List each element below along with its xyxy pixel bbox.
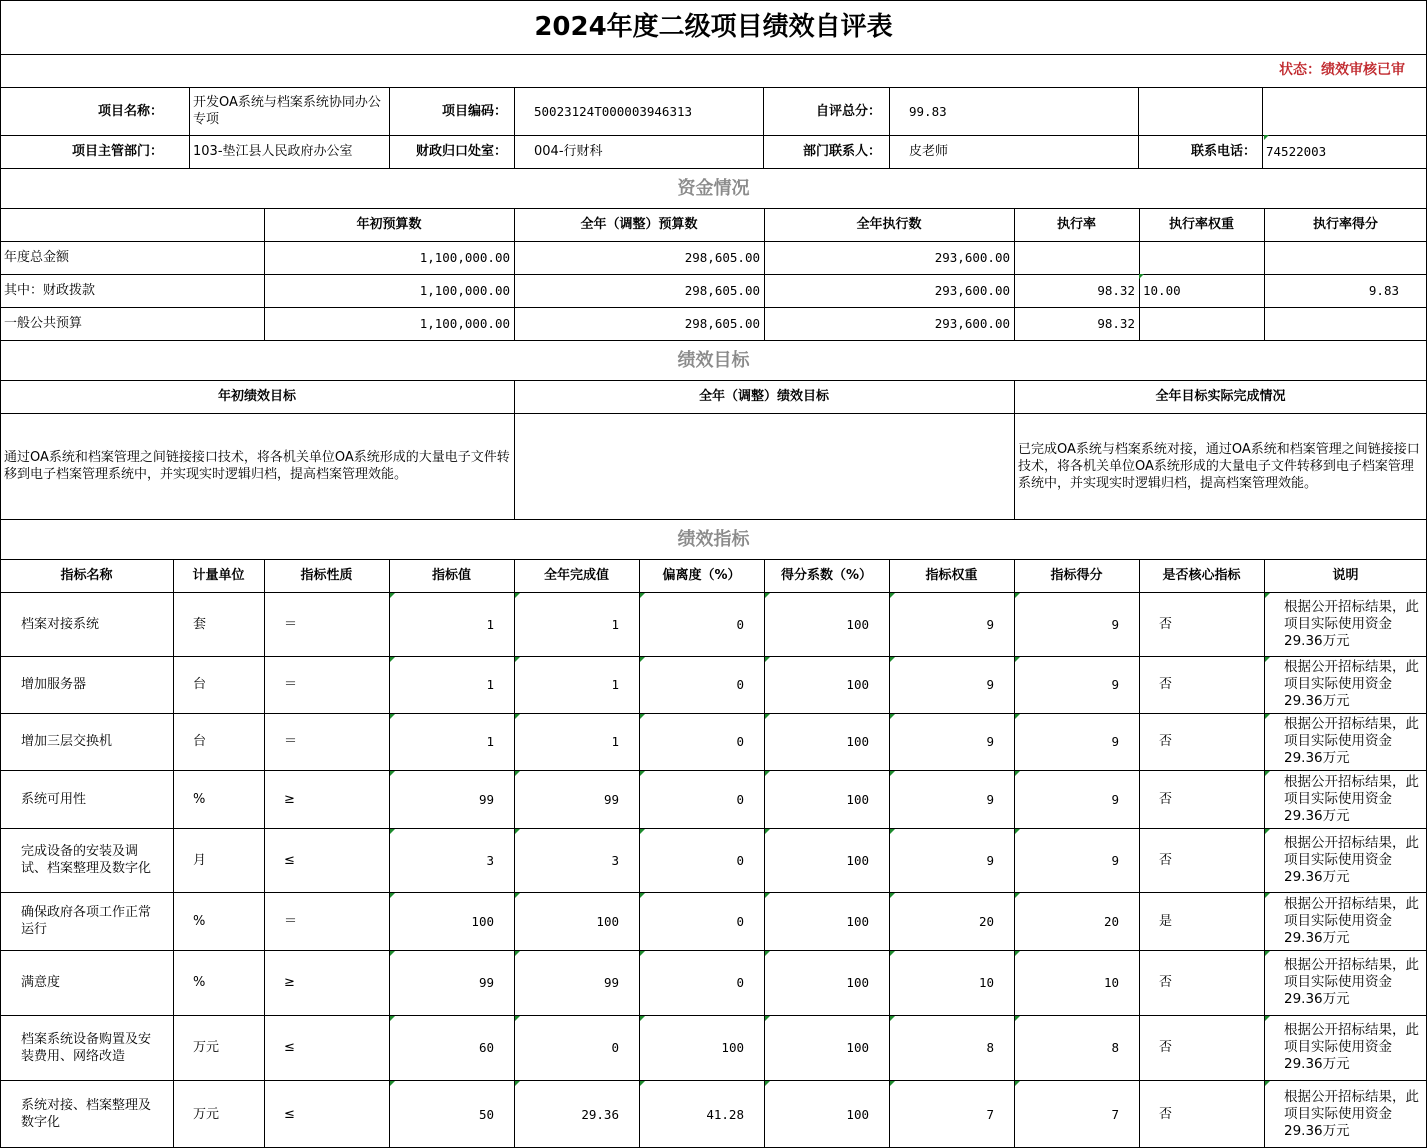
project-code-label: 项目编码： bbox=[441, 103, 507, 119]
indicator-cell-core: 否 bbox=[1159, 975, 1173, 990]
indicator-cell-coef: 100 bbox=[846, 913, 869, 929]
indicator-header-10: 说明 bbox=[1332, 568, 1359, 583]
indicator-cell-unit: % bbox=[193, 975, 206, 990]
goal-adjusted-text bbox=[514, 413, 1014, 519]
indicator-cell-coef: 100 bbox=[846, 734, 869, 749]
cell-marker bbox=[640, 771, 645, 776]
indicator-cell-coef: 100 bbox=[846, 1040, 869, 1055]
grid-vline bbox=[1014, 208, 1015, 340]
indicator-cell-note: 根据公开招标结果，此项目实际使用资金29.36万元 bbox=[1284, 773, 1419, 824]
indicator-cell-value: 1 bbox=[486, 616, 494, 632]
cell-marker bbox=[1015, 1081, 1020, 1086]
indicator-header-7: 指标权重 bbox=[925, 568, 978, 583]
phone-label: 联系电话： bbox=[1190, 144, 1256, 159]
grid-vline bbox=[1138, 87, 1139, 135]
funds-cell-score: 9.83 bbox=[1368, 283, 1399, 298]
cell-marker bbox=[765, 893, 770, 898]
goals-header-actual: 全年目标实际完成情况 bbox=[1155, 389, 1286, 404]
cell-marker bbox=[640, 893, 645, 898]
cell-marker bbox=[765, 1016, 770, 1021]
cell-marker bbox=[890, 829, 895, 834]
dept-label: 项目主管部门： bbox=[71, 144, 163, 159]
indicator-cell-weight: 9 bbox=[986, 677, 994, 692]
cell-marker bbox=[515, 893, 520, 898]
indicator-cell-coef: 100 bbox=[846, 975, 869, 990]
funds-cell-name: 年度总金额 bbox=[4, 250, 70, 265]
indicator-cell-unit: 套 bbox=[193, 616, 207, 632]
funds-cell-executed: 293,600.00 bbox=[934, 283, 1010, 298]
cell-marker bbox=[765, 657, 770, 662]
indicator-header-4: 全年完成值 bbox=[543, 568, 609, 583]
cell-marker bbox=[515, 714, 520, 719]
indicator-cell-score: 9 bbox=[1111, 734, 1119, 749]
cell-marker bbox=[1265, 657, 1270, 662]
cell-marker bbox=[890, 951, 895, 956]
cell-marker bbox=[765, 771, 770, 776]
grid-vline bbox=[889, 559, 890, 1148]
cell-marker bbox=[765, 829, 770, 834]
cell-marker bbox=[390, 1081, 395, 1086]
grid-hline bbox=[0, 559, 1427, 560]
grid-vline bbox=[1262, 87, 1263, 135]
indicator-cell-note: 根据公开招标结果，此项目实际使用资金29.36万元 bbox=[1284, 895, 1419, 946]
indicator-cell-score: 9 bbox=[1111, 677, 1119, 692]
funds-cell-weight bbox=[1139, 241, 1264, 274]
indicator-cell-nature: ≤ bbox=[284, 1040, 295, 1055]
indicator-cell-name: 满意度 bbox=[21, 975, 61, 990]
goals-header-adjusted: 全年（调整）绩效目标 bbox=[698, 389, 829, 404]
indicator-header-0: 指标名称 bbox=[60, 568, 113, 583]
indicator-header-1: 计量单位 bbox=[192, 568, 245, 583]
indicator-cell-done: 1 bbox=[611, 677, 619, 692]
cell-marker bbox=[390, 829, 395, 834]
cell-marker bbox=[515, 951, 520, 956]
funds-header-initial: 年初预算数 bbox=[356, 217, 422, 232]
grid-vline bbox=[1262, 135, 1263, 168]
grid-hline bbox=[0, 274, 1427, 275]
cell-marker bbox=[390, 1016, 395, 1021]
cell-marker bbox=[1015, 771, 1020, 776]
cell-marker bbox=[765, 951, 770, 956]
cell-marker bbox=[390, 771, 395, 776]
goals-header-initial: 年初绩效目标 bbox=[217, 389, 296, 404]
indicator-cell-name: 系统可用性 bbox=[21, 791, 87, 807]
indicator-cell-score: 9 bbox=[1111, 791, 1119, 807]
grid-vline bbox=[189, 135, 190, 168]
indicator-cell-weight: 9 bbox=[986, 852, 994, 868]
cell-marker bbox=[640, 1081, 645, 1086]
total-score-value: 99.83 bbox=[909, 103, 947, 119]
indicator-cell-nature: ＝ bbox=[284, 677, 298, 692]
grid-vline bbox=[514, 559, 515, 1148]
cell-marker bbox=[1265, 714, 1270, 719]
indicator-cell-done: 1 bbox=[611, 616, 619, 632]
finance-label: 财政归口处室： bbox=[415, 144, 507, 159]
cell-marker bbox=[1139, 274, 1144, 279]
grid-hline bbox=[0, 380, 1427, 381]
indicator-cell-nature: ≥ bbox=[284, 975, 295, 990]
indicator-cell-done: 29.36 bbox=[581, 1106, 619, 1122]
grid-vline bbox=[264, 208, 265, 340]
cell-marker bbox=[890, 771, 895, 776]
indicator-cell-dev: 0 bbox=[736, 791, 744, 807]
indicator-cell-name: 系统对接、档案整理及数字化 bbox=[21, 1098, 152, 1130]
indicator-header-2: 指标性质 bbox=[300, 568, 353, 583]
cell-marker bbox=[1015, 829, 1020, 834]
indicator-cell-unit: 台 bbox=[193, 734, 207, 749]
funds-cell-executed: 293,600.00 bbox=[934, 316, 1010, 331]
funds-header-executed: 全年执行数 bbox=[856, 217, 922, 232]
grid-hline bbox=[0, 54, 1427, 55]
grid-vline bbox=[1139, 559, 1140, 1148]
indicator-cell-nature: ≤ bbox=[284, 1106, 295, 1122]
grid-vline bbox=[389, 135, 390, 168]
grid-hline bbox=[0, 307, 1427, 308]
indicator-cell-coef: 100 bbox=[846, 791, 869, 807]
funds-cell-weight bbox=[1139, 307, 1264, 340]
cell-marker bbox=[1015, 657, 1020, 662]
indicator-cell-note: 根据公开招标结果，此项目实际使用资金29.36万元 bbox=[1284, 1088, 1419, 1139]
indicator-cell-name: 档案系统设备购置及安装费用、网络改造 bbox=[21, 1031, 152, 1064]
indicator-cell-score: 10 bbox=[1103, 975, 1119, 990]
indicator-cell-note: 根据公开招标结果，此项目实际使用资金29.36万元 bbox=[1284, 1022, 1419, 1072]
indicator-cell-done: 3 bbox=[611, 852, 619, 868]
cell-marker bbox=[1265, 951, 1270, 956]
grid-vline bbox=[514, 208, 515, 340]
indicator-cell-core: 否 bbox=[1159, 734, 1173, 749]
grid-hline bbox=[0, 713, 1427, 714]
cell-marker bbox=[515, 771, 520, 776]
cell-marker bbox=[640, 714, 645, 719]
indicator-cell-score: 7 bbox=[1111, 1106, 1119, 1122]
cell-marker bbox=[515, 1016, 520, 1021]
indicator-cell-dev: 0 bbox=[736, 975, 744, 990]
funds-header-rate: 执行率 bbox=[1056, 217, 1096, 232]
cell-marker bbox=[1015, 593, 1020, 598]
indicator-cell-nature: ≥ bbox=[284, 791, 295, 807]
funds-cell-name: 一般公共预算 bbox=[4, 316, 83, 331]
indicator-cell-note: 根据公开招标结果，此项目实际使用资金29.36万元 bbox=[1284, 659, 1419, 709]
cell-marker bbox=[640, 593, 645, 598]
indicator-cell-note: 根据公开招标结果，此项目实际使用资金29.36万元 bbox=[1284, 834, 1419, 885]
grid-hline bbox=[0, 1015, 1427, 1016]
grid-hline bbox=[0, 413, 1427, 414]
indicator-cell-core: 否 bbox=[1159, 616, 1173, 632]
grid-vline bbox=[514, 135, 515, 168]
cell-marker bbox=[390, 593, 395, 598]
grid-vline bbox=[1264, 559, 1265, 1148]
indicator-cell-coef: 100 bbox=[846, 852, 869, 868]
cell-marker bbox=[890, 657, 895, 662]
indicator-cell-nature: ＝ bbox=[284, 616, 298, 632]
grid-hline bbox=[0, 1080, 1427, 1081]
page-title: 2024年度二级项目绩效自评表 bbox=[534, 11, 893, 42]
indicator-cell-name: 增加三层交换机 bbox=[21, 734, 113, 749]
funds-cell-executed: 293,600.00 bbox=[934, 250, 1010, 265]
indicator-cell-name: 确保政府各项工作正常运行 bbox=[21, 905, 152, 937]
indicator-cell-value: 1 bbox=[486, 677, 494, 692]
funds-cell-rate: 98.32 bbox=[1097, 316, 1135, 331]
goal-initial-text: 通过OA系统和档案管理之间链接接口技术，将各机关单位OA系统形成的大量电子文件转移到电子档案管理系统中，并实现实时逻辑归档，提高档案管理效能。 bbox=[4, 450, 510, 482]
indicator-cell-core: 是 bbox=[1159, 913, 1173, 929]
grid-hline bbox=[0, 892, 1427, 893]
funds-cell-name: 其中：财政拨款 bbox=[4, 283, 96, 298]
indicator-cell-core: 否 bbox=[1159, 677, 1173, 692]
cell-marker bbox=[640, 657, 645, 662]
indicator-cell-value: 60 bbox=[478, 1040, 494, 1055]
indicator-cell-core: 否 bbox=[1159, 852, 1173, 868]
indicator-cell-dev: 0 bbox=[736, 913, 744, 929]
funds-cell-adjusted: 298,605.00 bbox=[684, 316, 760, 331]
grid-hline bbox=[0, 340, 1427, 341]
cell-marker bbox=[515, 1081, 520, 1086]
indicator-cell-done: 0 bbox=[611, 1040, 619, 1055]
funds-header-adjusted: 全年（调整）预算数 bbox=[580, 217, 698, 232]
grid-hline bbox=[0, 592, 1427, 593]
grid-vline bbox=[639, 559, 640, 1148]
cell-marker bbox=[1265, 1081, 1270, 1086]
project-name-label: 项目名称： bbox=[97, 103, 163, 119]
indicator-cell-value: 3 bbox=[486, 852, 494, 868]
cell-marker bbox=[765, 1081, 770, 1086]
cell-marker bbox=[390, 714, 395, 719]
grid-hline bbox=[0, 519, 1427, 520]
cell-marker bbox=[890, 1016, 895, 1021]
cell-marker bbox=[1015, 714, 1020, 719]
indicator-cell-weight: 9 bbox=[986, 734, 994, 749]
cell-marker bbox=[390, 951, 395, 956]
indicator-cell-weight: 9 bbox=[986, 616, 994, 632]
grid-vline bbox=[763, 87, 764, 135]
funds-cell-initial: 1,100,000.00 bbox=[419, 283, 510, 298]
indicator-cell-value: 50 bbox=[478, 1106, 494, 1122]
indicator-cell-unit: % bbox=[193, 913, 206, 929]
cell-marker bbox=[1015, 951, 1020, 956]
grid-hline bbox=[0, 241, 1427, 242]
indicator-cell-unit: 万元 bbox=[193, 1040, 220, 1055]
grid-vline bbox=[1264, 208, 1265, 340]
grid-hline bbox=[0, 135, 1427, 136]
indicator-cell-core: 否 bbox=[1159, 791, 1173, 807]
indicator-cell-score: 20 bbox=[1103, 913, 1119, 929]
indicator-cell-dev: 0 bbox=[736, 616, 744, 632]
indicator-cell-score: 9 bbox=[1111, 852, 1119, 868]
indicator-cell-coef: 100 bbox=[846, 677, 869, 692]
grid-vline bbox=[514, 380, 515, 519]
goal-actual-text: 已完成OA系统与档案系统对接，通过OA系统和档案管理之间链接接口技术，将各机关单位OA系统形成的大量电子文件转移到电子档案管理系统中，并实现实时逻辑归档，提高档案管理效能。 bbox=[1018, 441, 1420, 491]
grid-hline bbox=[0, 656, 1427, 657]
grid-vline bbox=[389, 559, 390, 1148]
grid-vline bbox=[1014, 380, 1015, 519]
funds-cell-weight: 10.00 bbox=[1143, 283, 1181, 298]
indicator-cell-core: 否 bbox=[1159, 1106, 1173, 1122]
indicator-cell-done: 99 bbox=[603, 791, 619, 807]
funds-header-score: 执行率得分 bbox=[1312, 217, 1378, 232]
cell-marker bbox=[640, 1016, 645, 1021]
cell-marker bbox=[890, 593, 895, 598]
cell-marker bbox=[640, 829, 645, 834]
grid-vline bbox=[889, 135, 890, 168]
cell-marker bbox=[1265, 893, 1270, 898]
cell-marker bbox=[640, 951, 645, 956]
indicator-cell-weight: 20 bbox=[978, 913, 994, 929]
indicator-cell-unit: % bbox=[193, 791, 206, 807]
indicator-cell-weight: 9 bbox=[986, 791, 994, 807]
indicator-cell-unit: 月 bbox=[193, 852, 207, 868]
cell-marker bbox=[390, 657, 395, 662]
phone-value: 74522003 bbox=[1266, 144, 1327, 159]
funds-cell-adjusted: 298,605.00 bbox=[684, 283, 760, 298]
grid-hline bbox=[0, 770, 1427, 771]
cell-marker bbox=[515, 657, 520, 662]
indicator-cell-dev: 0 bbox=[736, 677, 744, 692]
grid-hline bbox=[0, 950, 1427, 951]
indicator-cell-dev: 100 bbox=[721, 1040, 744, 1055]
grid-vline bbox=[889, 87, 890, 135]
funds-cell-rate: 98.32 bbox=[1097, 283, 1135, 298]
indicator-cell-unit: 台 bbox=[193, 677, 207, 692]
indicator-cell-dev: 0 bbox=[736, 734, 744, 749]
indicator-cell-nature: ＝ bbox=[284, 913, 298, 929]
indicator-cell-name: 档案对接系统 bbox=[21, 616, 100, 632]
grid-hline bbox=[0, 87, 1427, 88]
indicator-cell-value: 99 bbox=[478, 975, 494, 990]
indicator-cell-value: 1 bbox=[486, 734, 494, 749]
total-score-label: 自评总分： bbox=[815, 103, 881, 119]
indicator-cell-dev: 0 bbox=[736, 852, 744, 868]
cell-marker bbox=[765, 714, 770, 719]
indicator-cell-name: 完成设备的安装及调试、档案整理及数字化 bbox=[21, 844, 152, 876]
indicator-header-5: 偏离度（%） bbox=[662, 568, 741, 583]
dept-value: 103-垫江县人民政府办公室 bbox=[193, 144, 353, 159]
contact-value: 皮老师 bbox=[909, 144, 949, 159]
status-badge: 状态：绩效审核已审 bbox=[1279, 62, 1405, 78]
cell-marker bbox=[1265, 1016, 1270, 1021]
funds-cell-initial: 1,100,000.00 bbox=[419, 316, 510, 331]
indicator-cell-core: 否 bbox=[1159, 1040, 1173, 1055]
indicator-cell-value: 100 bbox=[471, 913, 494, 929]
indicator-cell-name: 增加服务器 bbox=[21, 677, 87, 692]
grid-hline bbox=[0, 828, 1427, 829]
grid-vline bbox=[264, 559, 265, 1148]
funds-cell-score bbox=[1264, 307, 1427, 340]
cell-marker bbox=[890, 714, 895, 719]
grid-hline bbox=[0, 208, 1427, 209]
indicator-cell-coef: 100 bbox=[846, 616, 869, 632]
cell-marker bbox=[890, 1081, 895, 1086]
grid-vline bbox=[389, 87, 390, 135]
indicator-cell-done: 1 bbox=[611, 734, 619, 749]
grid-hline bbox=[0, 0, 1427, 1]
indicator-cell-note: 根据公开招标结果，此项目实际使用资金29.36万元 bbox=[1284, 716, 1419, 766]
cell-marker bbox=[1015, 1016, 1020, 1021]
indicator-cell-note: 根据公开招标结果，此项目实际使用资金29.36万元 bbox=[1284, 957, 1419, 1007]
grid-vline bbox=[189, 87, 190, 135]
indicator-header-8: 指标得分 bbox=[1050, 568, 1103, 583]
cell-marker bbox=[515, 593, 520, 598]
funds-cell-score bbox=[1264, 241, 1427, 274]
grid-vline bbox=[764, 559, 765, 1148]
indicator-cell-done: 100 bbox=[596, 913, 619, 929]
cell-marker bbox=[1265, 829, 1270, 834]
finance-value: 004-行财科 bbox=[534, 144, 603, 159]
indicator-cell-weight: 10 bbox=[978, 975, 994, 990]
indicator-cell-value: 99 bbox=[478, 791, 494, 807]
funds-cell-initial: 1,100,000.00 bbox=[419, 250, 510, 265]
cell-marker bbox=[765, 593, 770, 598]
funds-cell-adjusted: 298,605.00 bbox=[684, 250, 760, 265]
grid-vline bbox=[1138, 135, 1139, 168]
cell-marker bbox=[515, 829, 520, 834]
indicator-cell-dev: 41.28 bbox=[706, 1106, 744, 1122]
indicator-header-3: 指标值 bbox=[431, 568, 471, 583]
indicator-cell-weight: 8 bbox=[986, 1040, 994, 1055]
grid-vline bbox=[763, 135, 764, 168]
funds-cell-rate bbox=[1014, 241, 1139, 274]
grid-hline bbox=[0, 168, 1427, 169]
project-name-value: 开发OA系统与档案系统协同办公专项 bbox=[193, 95, 381, 127]
indicator-cell-done: 99 bbox=[603, 975, 619, 990]
goals-section-title: 绩效目标 bbox=[677, 349, 750, 371]
funds-header-weight: 执行率权重 bbox=[1168, 217, 1234, 232]
grid-vline bbox=[1014, 559, 1015, 1148]
indicators-section-title: 绩效指标 bbox=[677, 528, 750, 550]
indicator-cell-nature: ＝ bbox=[284, 734, 298, 749]
cell-marker bbox=[1265, 771, 1270, 776]
indicator-cell-note: 根据公开招标结果，此项目实际使用资金29.36万元 bbox=[1284, 598, 1419, 649]
cell-marker bbox=[890, 893, 895, 898]
cell-marker bbox=[390, 893, 395, 898]
project-code-value: 50023124T000003946313 bbox=[534, 103, 693, 119]
indicator-header-9: 是否核心指标 bbox=[1162, 568, 1241, 583]
cell-marker bbox=[1265, 593, 1270, 598]
indicator-cell-nature: ≤ bbox=[284, 852, 295, 868]
indicator-cell-unit: 万元 bbox=[193, 1106, 220, 1122]
indicator-header-6: 得分系数（%） bbox=[780, 568, 873, 583]
indicator-cell-score: 9 bbox=[1111, 616, 1119, 632]
indicator-cell-weight: 7 bbox=[986, 1106, 994, 1122]
funds-section-title: 资金情况 bbox=[677, 177, 750, 199]
grid-vline bbox=[0, 0, 1, 1148]
cell-marker bbox=[1015, 893, 1020, 898]
grid-vline bbox=[173, 559, 174, 1148]
contact-label: 部门联系人： bbox=[802, 144, 881, 159]
indicator-cell-coef: 100 bbox=[846, 1106, 869, 1122]
grid-vline bbox=[514, 87, 515, 135]
grid-vline bbox=[764, 208, 765, 340]
indicator-cell-score: 8 bbox=[1111, 1040, 1119, 1055]
cell-marker bbox=[1264, 135, 1269, 140]
